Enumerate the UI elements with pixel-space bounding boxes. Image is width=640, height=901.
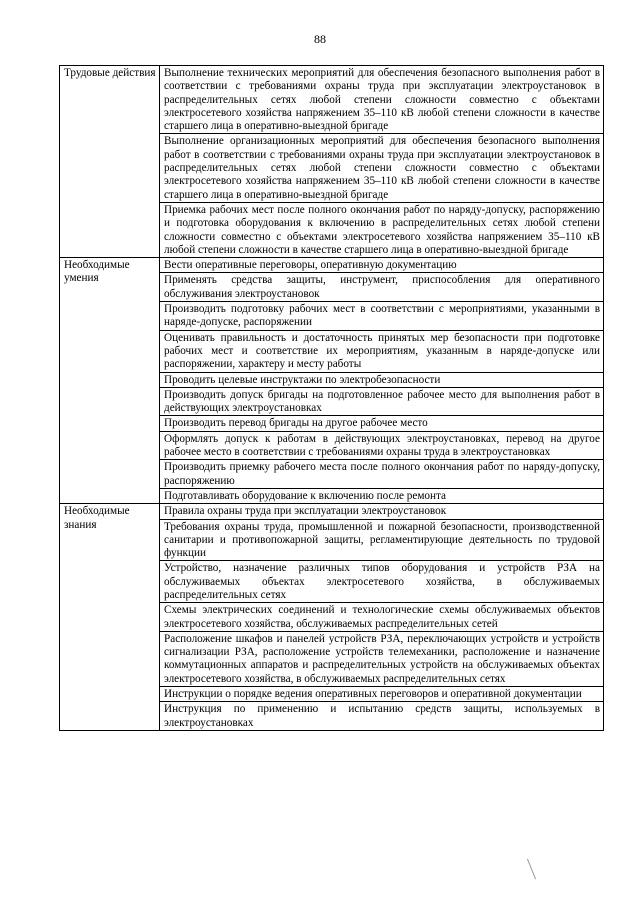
section-item: Подготавливать оборудование к включению после ремонта [160,488,604,503]
section-item: Оценивать правильность и достаточность принятых мер безопасности при подготовке рабочих мест и соответствие их мероприятиям, указанным в наряде-допуске или распоряжении, характеру и месту работы [160,330,604,372]
table-row [60,258,604,273]
table-row [60,504,604,519]
table-body [60,66,604,731]
section-item: Расположение шкафов и панелей устройств РЗА, переключающих устройств и устройств сигнализации РЗА, расположение устройств телемеханики, расположение и назначение коммутационных аппаратов и распределительных устройств на обслуживаемых объектах электросетевого хозяйства, в обслуживаемых распределительных сетях [160,631,604,686]
section-item: Выполнение технических мероприятий для обеспечения безопасного выполнения работ в соответствии с требованиями охраны труда при эксплуатации электроустановок в распределительных сетях любой степени сложности совместно с объектами электросетевого хозяйства напряжением 35–110 кВ любой степени сложности в качестве старшего лица в оперативно-выездной бригаде [160,66,604,134]
section-label: Трудовые действия [60,66,160,258]
section-item: Оформлять допуск к работам в действующих электроустановках, перевод на другое рабочее место в соответствии с требованиями охраны труда в электроустановках [160,431,604,460]
section-item: Применять средства защиты, инструмент, приспособления для оперативного обслуживания электроустановок [160,273,604,302]
section-label: Необходимые знания [60,504,160,731]
table-row [60,66,604,134]
section-item: Производить допуск бригады на подготовленное рабочее место для выполнения работ в действующих электроустановках [160,387,604,416]
section-item: Проводить целевые инструктажи по электробезопасности [160,372,604,387]
section-item: Инструкции о порядке ведения оперативных переговоров и оперативной документации [160,687,604,702]
section-item: Приемка рабочих мест после полного окончания работ по наряду-допуску, распоряжению и подготовка оборудования к включению в распределительных сетях любой степени сложности совместно с объектами электросетевого хозяйства напряжением 35–110 кВ любой степени сложности в качестве старшего лица в оперативно-выездной бригаде [160,202,604,257]
section-item: Устройство, назначение различных типов оборудования и устройств РЗА на обслуживаемых объектах электросетевого хозяйства, в обслуживаемых распределительных сетях [160,561,604,603]
page-number: 88 [314,32,326,46]
section-item: Инструкция по применению и испытанию средств защиты, используемых в электроустановках [160,702,604,731]
section-item: Производить перевод бригады на другое рабочее место [160,416,604,431]
section-item: Правила охраны труда при эксплуатации электроустановок [160,504,604,519]
scan-mark [527,859,536,880]
section-item: Требования охраны труда, промышленной и пожарной безопасности, производственной санитарии и противопожарной защиты, регламентирующие деятельность по трудовой функции [160,519,604,561]
section-item: Выполнение организационных мероприятий для обеспечения безопасного выполнения работ в соответствии с требованиями охраны труда при эксплуатации электроустановок в распределительных сетях любой степени сложности совместно с объектами электросетевого хозяйства напряжением 35–110 кВ любой степени сложности в качестве старшего лица в оперативно-выездной бригаде [160,134,604,202]
section-item: Схемы электрических соединений и технологические схемы обслуживаемых объектов электросетевого хозяйства, обслуживаемых распределительных сетей [160,603,604,632]
section-item: Вести оперативные переговоры, оперативную документацию [160,258,604,273]
section-item: Производить приемку рабочего места после полного окончания работ по наряду-допуску, распоряжению [160,460,604,489]
section-item: Производить подготовку рабочих мест в соответствии с мероприятиями, указанными в наряде-допуске, распоряжении [160,302,604,331]
labor-function-table [59,65,604,731]
section-label: Необходимые умения [60,258,160,504]
